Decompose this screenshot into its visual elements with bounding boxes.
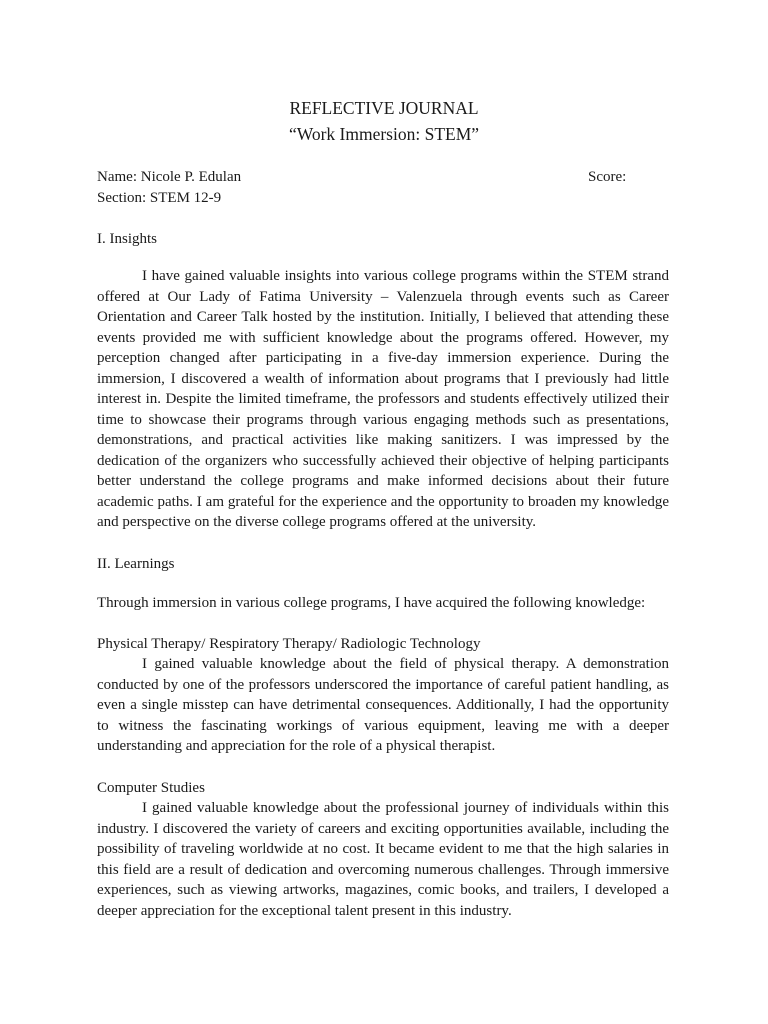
program-paragraph-physical-therapy: I gained valuable knowledge about the field of physical therapy. A demonstration conducted by one of the professors underscored the importance of careful patient handling, as even a single misstep can have detrimental consequences. Additionally, I had the opportunity to witness the fascinating workings of various equipment, leaving me with a deeper understanding and appreciation for the role of a physical therapist.	[97, 656, 669, 754]
program-heading-physical-therapy: Physical Therapy/ Respiratory Therapy/ Radiologic Technology	[97, 636, 481, 652]
document-subtitle: “Work Immersion: STEM”	[288, 124, 480, 144]
learnings-heading: II. Learnings	[97, 556, 175, 572]
student-name: Name: Nicole P. Edulan	[97, 169, 242, 185]
student-section: Section: STEM 12-9	[97, 190, 222, 206]
document-title: REFLECTIVE JOURNAL	[289, 98, 479, 118]
learnings-intro: Through immersion in various college programs, I have acquired the following knowledge:	[97, 595, 646, 611]
insights-paragraph: I have gained valuable insights into various college programs within the STEM strand offered at Our Lady of Fatima University – Valenzuela through events such as Career Orientation and Career Talk hosted by the institution. Initially, I believed that attending these events provided me with sufficient knowledge about the programs offered. However, my perception changed after participating in a five-day immersion experience. During the immersion, I discovered a wealth of information about programs that I previously had little interest in. Despite the limited timeframe, the professors and students effectively utilized their time to showcase their programs through various engaging methods such as presentations, demonstrations, and practical activities like making sanitizers. I was impressed by the dedication of the organizers who successfully achieved their objective of helping participants better understand the college programs and make informed decisions about their future academic paths. I am grateful for the experience and the opportunity to broaden my knowledge and perspective on the diverse college programs offered at the university.	[97, 268, 669, 530]
program-heading-computer-studies: Computer Studies	[97, 780, 205, 796]
insights-heading: I. Insights	[97, 231, 157, 247]
program-paragraph-computer-studies: I gained valuable knowledge about the professional journey of individuals within this industry. I discovered the variety of careers and exciting opportunities available, including the possibility of traveling worldwide at no cost. It became evident to me that the high salaries in this field are a result of dedication and overcoming numerous challenges. Through immersive experiences, such as viewing artworks, magazines, comic books, and trailers, I developed a deeper appreciation for the exceptional talent present in this industry.	[97, 800, 669, 919]
score-label: Score:	[588, 169, 627, 185]
